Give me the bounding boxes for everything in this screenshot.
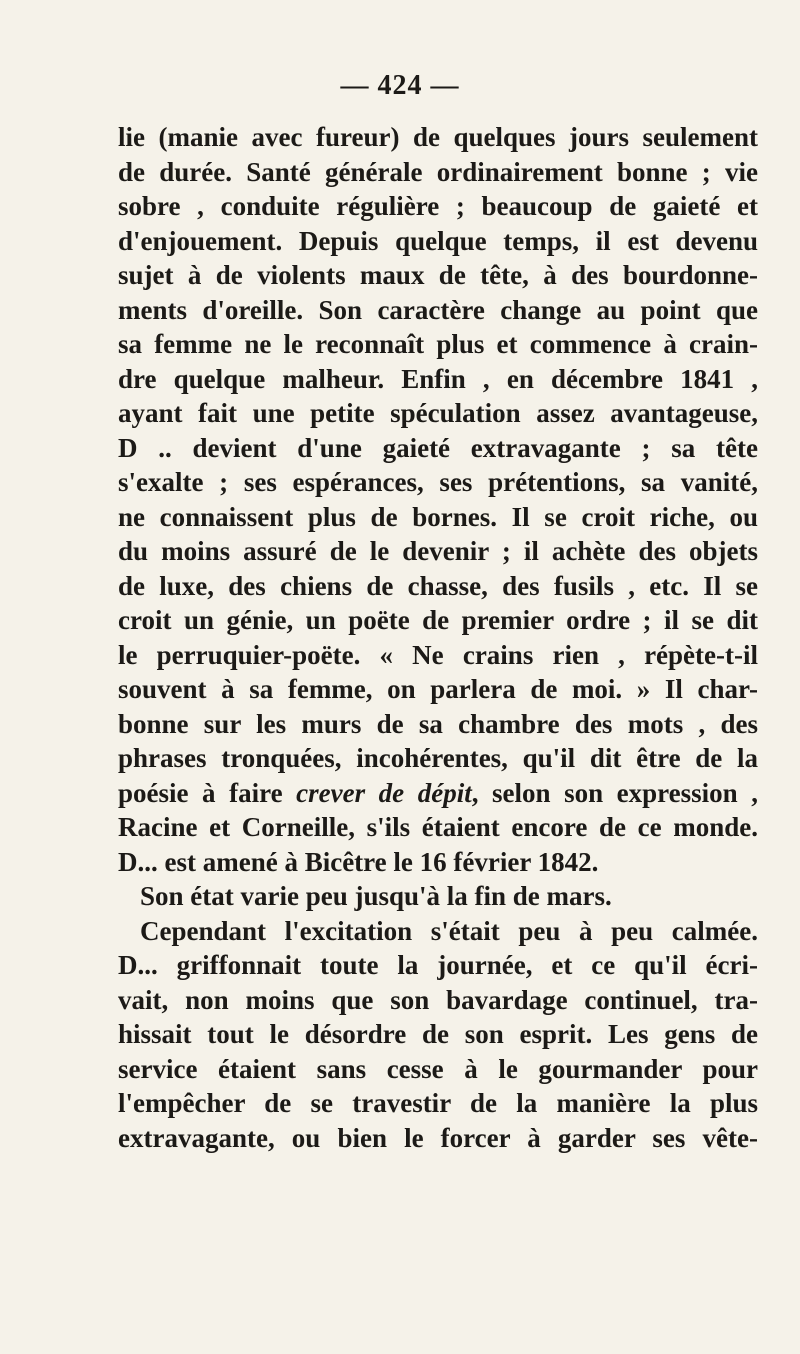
text-line: D .. devient d'une gaieté extravagante ; sa tête xyxy=(118,432,758,463)
text-line: de luxe, des chiens de chasse, des fusils , etc. Il se xyxy=(118,570,758,601)
text-line: service étaient sans cesse à le gourmander pour xyxy=(118,1053,758,1084)
text-line: du moins assuré de le devenir ; il achète des objets xyxy=(118,536,758,566)
text-line: croit un génie, un poëte de premier ordre ; il se dit xyxy=(118,605,758,635)
paragraph-line: Son état varie peu jusqu'à la fin de mars. xyxy=(140,881,612,911)
text-line: s'exalte ; ses espérances, ses prétentions, sa vanité, xyxy=(118,467,758,497)
text-line: d'enjouement. Depuis quelque temps, il est devenu xyxy=(118,225,758,256)
text-line: le perruquier-poëte. « Ne crains rien , répète-t-il xyxy=(118,639,758,670)
text-line: lie (manie avec fureur) de quelques jours seulement xyxy=(118,122,758,152)
text-line: sa femme ne le reconnaît plus et commence à crain- xyxy=(118,329,758,359)
text-line-with-italic xyxy=(118,776,758,811)
paragraph-first-line: Cependant l'excitation s'était peu à peu calmée. xyxy=(140,915,758,946)
text-run: , selon son expression , xyxy=(471,777,758,808)
text-line: sujet à de violents maux de tête, à des bourdonne- xyxy=(118,260,758,290)
text-run: poésie à faire xyxy=(118,777,297,808)
text-line: sobre , conduite régulière ; beaucoup de gaieté et xyxy=(118,191,758,221)
text-line: extravagante, ou bien le forcer à garder ses vête- xyxy=(118,1122,758,1153)
italic-phrase: crever de dépit xyxy=(296,777,472,808)
text-line: l'empêcher de se travestir de la manière la plus xyxy=(118,1088,758,1118)
text-line: de durée. Santé générale ordinairement bonne ; vie xyxy=(118,156,758,187)
text-line: phrases tronquées, incohérentes, qu'il dit être de la xyxy=(118,743,758,773)
text-line: souvent à sa femme, on parlera de moi. » Il char- xyxy=(118,674,758,704)
text-line: bonne sur les murs de sa chambre des mots , des xyxy=(118,708,758,739)
text-line: Racine et Corneille, s'ils étaient encore de ce monde. xyxy=(118,812,758,842)
text-line: ne connaissent plus de bornes. Il se croit riche, ou xyxy=(118,501,758,532)
text-line: D... est amené à Bicêtre le 16 février 1842. xyxy=(118,846,599,877)
text-line: hissait tout le désordre de son esprit. Les gens de xyxy=(118,1019,758,1049)
text-line: dre quelque malheur. Enfin , en décembre 1841 , xyxy=(118,363,758,394)
text-line: vait, non moins que son bavardage continuel, tra- xyxy=(118,984,758,1015)
body-text xyxy=(118,120,758,1155)
text-line: D... griffonnait toute la journée, et ce qu'il écri- xyxy=(118,950,758,980)
text-line: ments d'oreille. Son caractère change au point que xyxy=(118,294,758,325)
text-line: ayant fait une petite spéculation assez avantageuse, xyxy=(118,398,758,428)
page-number: — 424 — xyxy=(340,70,460,101)
